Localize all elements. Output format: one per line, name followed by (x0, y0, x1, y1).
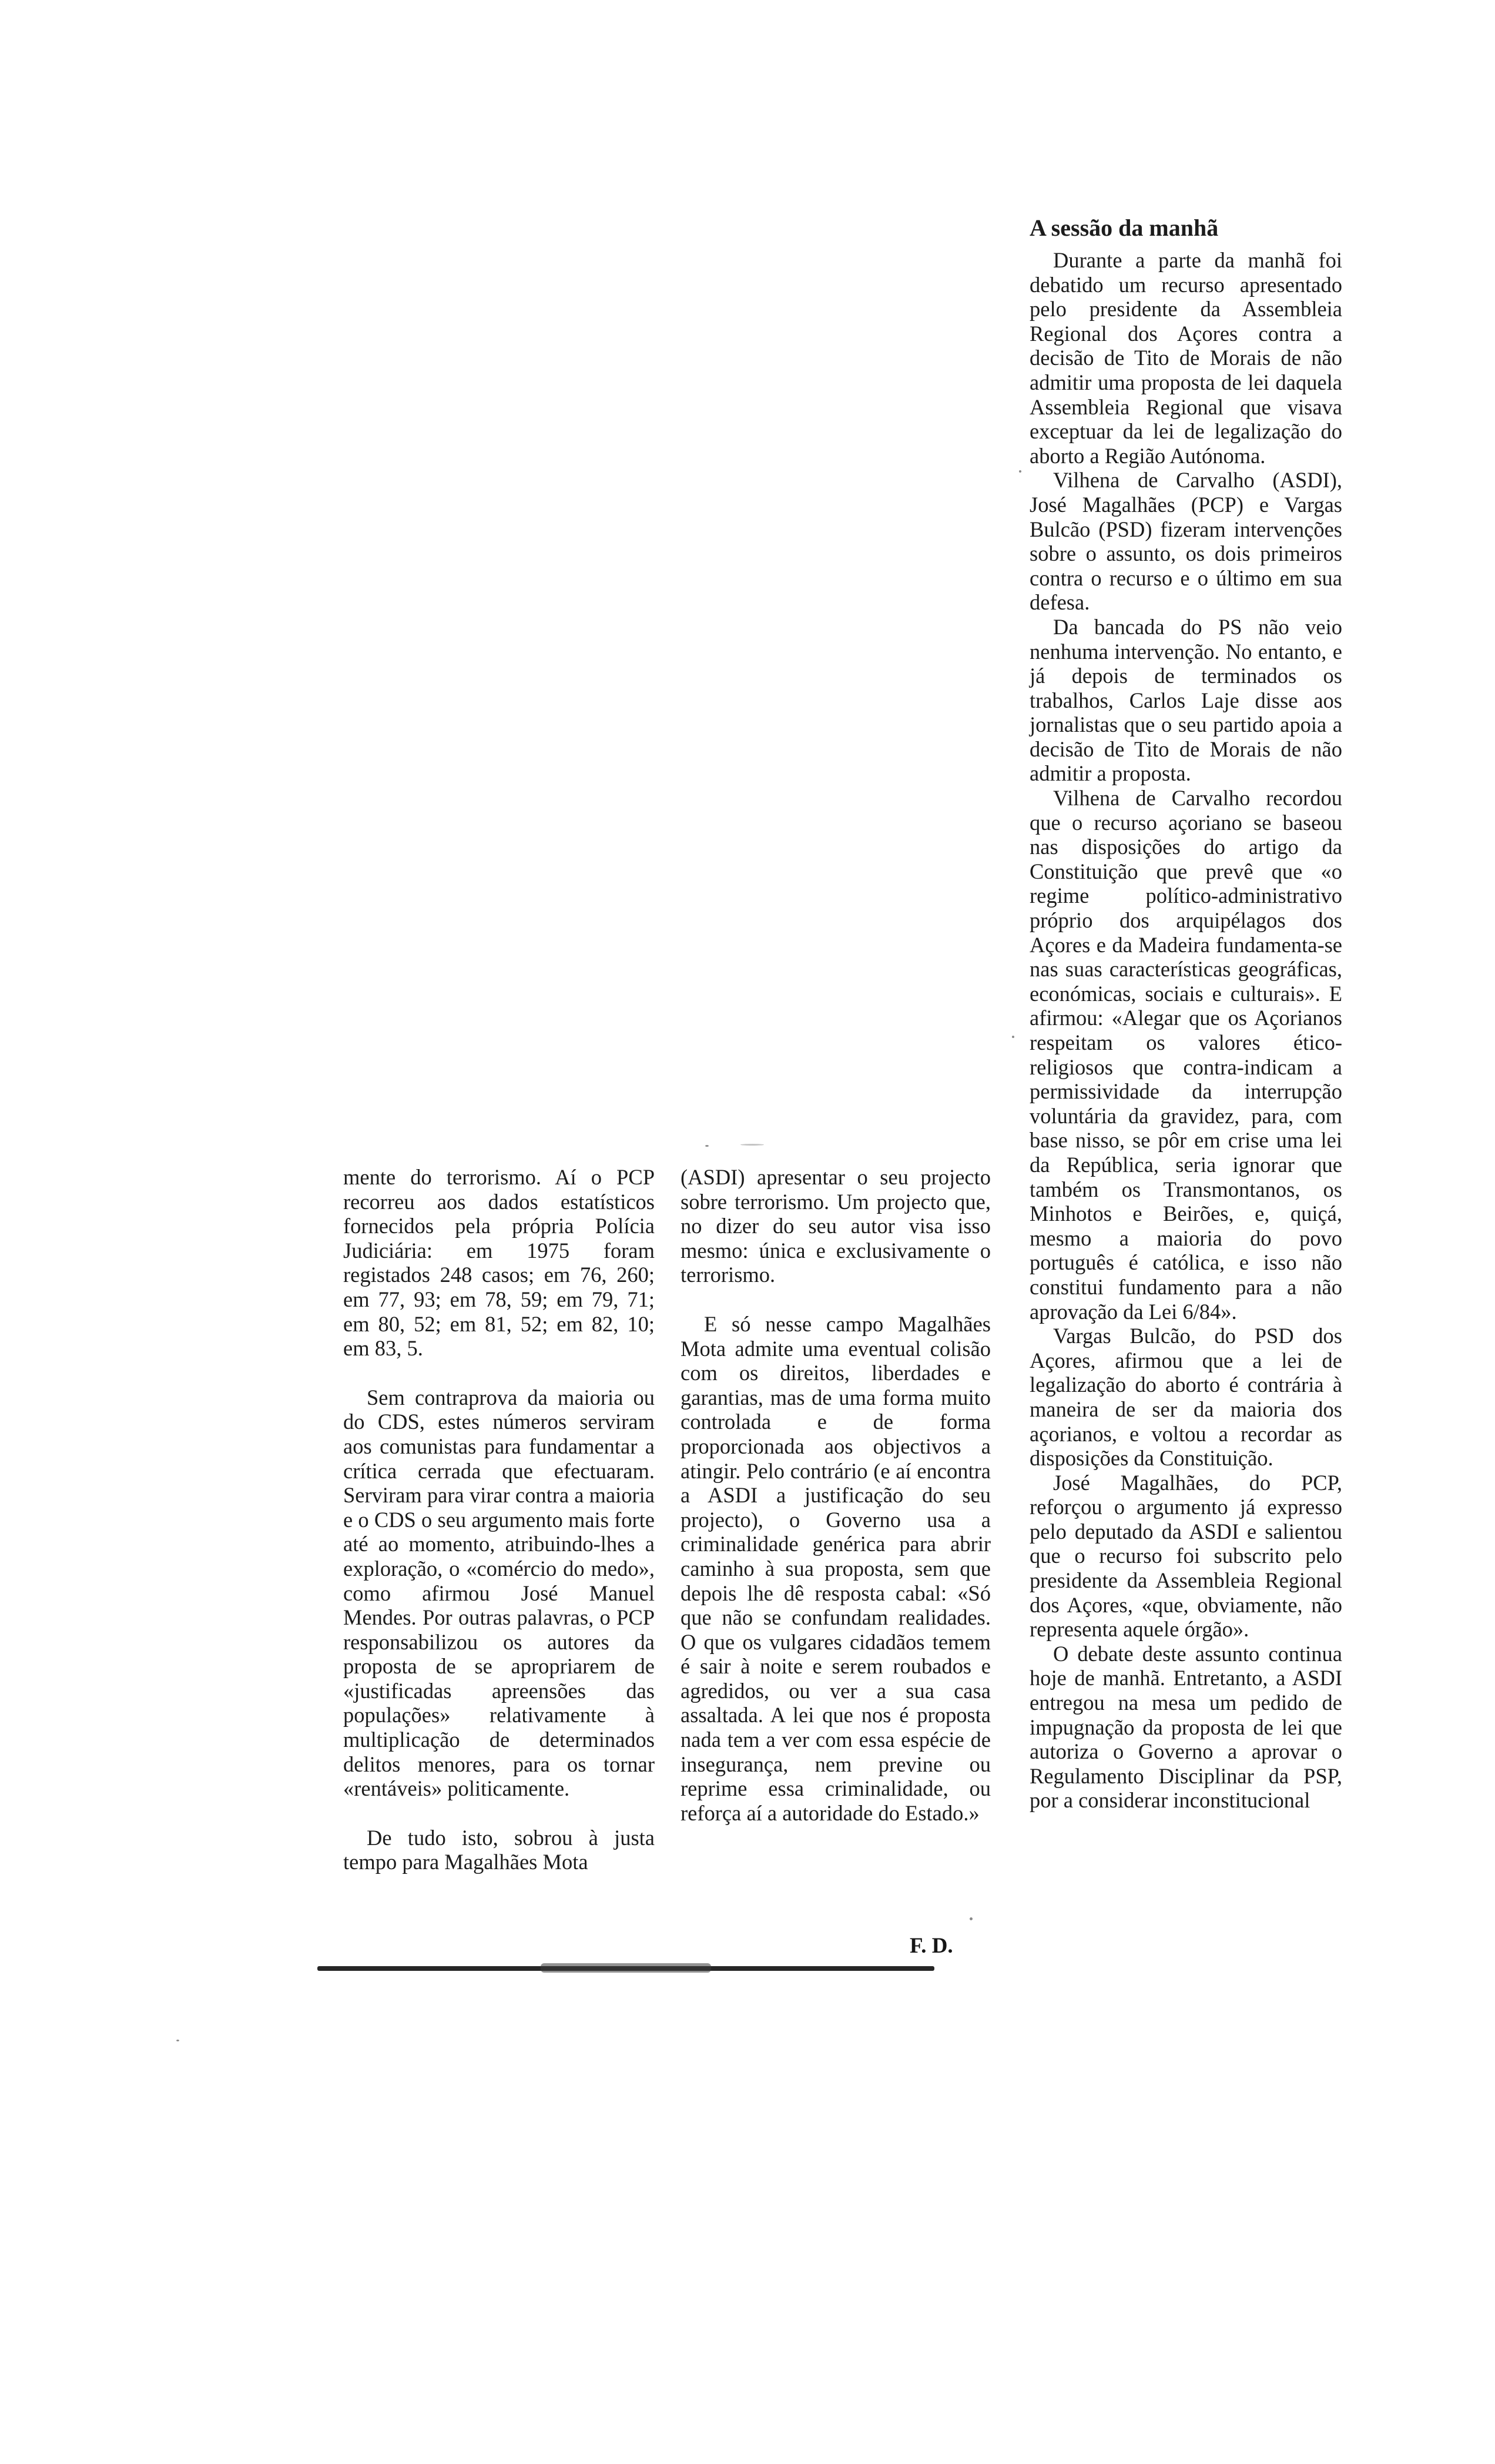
author-signature: F. D. (910, 1934, 953, 1958)
section-heading: A sessão da manhã (1030, 215, 1219, 241)
paragraph: Sem contraprova da maioria ou do CDS, estes números serviram aos comunistas para fundamentar a crítica cerrada que efectuaram. Serviram para virar contra a maioria e o CDS o seu argumento mais forte até ao momento, atribuindo-lhes a exploração, o «comércio do medo», como afirmou José Manuel Mendes. Por outras palavras, o PCP responsabilizou os autores da proposta de se apropriarem de «justificadas apreensões das populações» relativamente à multiplicação de determinados delitos menores, para os tornar «rentáveis» politicamente. (343, 1385, 655, 1801)
paragraph: (ASDI) apresentar o seu projecto sobre terrorismo. Um projecto que, no dizer do seu autor visa isso mesmo: única e exclusivamente o terrorismo. (681, 1165, 991, 1287)
paragraph: Vargas Bulcão, do PSD dos Açores, afirmou que a lei de legalização do aborto é contrária à maneira de ser da maioria dos açorianos, e voltou a recordar as disposições da Constituição. (1030, 1324, 1342, 1471)
paragraph: Vilhena de Carvalho (ASDI), José Magalhães (PCP) e Vargas Bulcão (PSD) fizeram intervenções sobre o assunto, os dois primeiros contra o recurso e o último em sua defesa. (1030, 468, 1342, 615)
paragraph: O debate deste assunto continua hoje de manhã. Entretanto, a ASDI entregou na mesa um pedido de impugnação da proposta de lei que autoriza o Governo a aprovar o Regulamento Disciplinar da PSP, por a considerar inconstitucional (1030, 1641, 1342, 1813)
scan-speck (1019, 470, 1021, 473)
paragraph: De tudo isto, sobrou à justa tempo para Magalhães Mota (343, 1825, 655, 1874)
paragraph: Durante a parte da manhã foi debatido um recurso apresentado pelo presidente da Assembleia Regional dos Açores contra a decisão de Tito de Morais de não admitir uma proposta de lei daquela Assembleia Regional que visava exceptuar da lei de legalização do aborto a Região Autónoma. (1030, 248, 1342, 468)
article-column-left (343, 1165, 655, 1874)
paragraph: Vilhena de Carvalho recordou que o recurso açoriano se baseou nas disposições do artigo da Constituição que prevê que «o regime político-administrativo próprio dos arquipélagos dos Açores e da Madeira fundamenta-se nas suas características geográficas, económicas, sociais e culturais». E afirmou: «Alegar que os Açorianos respeitam os valores ético-religiosos que contra-indicam a permissividade da interrupção voluntária da gravidez, para, com base nisso, se pôr em crise uma lei da República, seria ignorar que também os Transmontanos, os Minhotos e Beirões, e, quiçá, mesmo a maioria do povo português é católica, e isso não constitui fundamento para a não aprovação da Lei 6/84». (1030, 786, 1342, 1324)
scan-speck (705, 1145, 709, 1147)
scan-speck (1012, 1036, 1014, 1038)
article-column-middle (681, 1165, 991, 1825)
scan-speck (740, 1144, 764, 1146)
paragraph: José Magalhães, do PCP, reforçou o argumento já expresso pelo deputado da ASDI e salientou que o recurso foi subscrito pelo presidente da Assembleia Regional dos Açores, «que, obviamente, não representa aquele órgão». (1030, 1470, 1342, 1642)
paragraph: Da bancada do PS não veio nenhuma intervenção. No entanto, e já depois de terminados os trabalhos, Carlos Laje disse aos jornalistas que o seu partido apoia a decisão de Tito de Morais de não admitir a proposta. (1030, 614, 1342, 786)
scan-speck (970, 1917, 973, 1920)
paragraph: mente do terrorismo. Aí o PCP recorreu aos dados estatísticos fornecidos pela própria Polícia Judiciária: em 1975 foram registados 248 casos; em 76, 260; em 77, 93; em 78, 59; em 79, 71; em 80, 52; em 81, 52; em 82, 10; em 83, 5. (343, 1165, 655, 1361)
article-column-right (1030, 214, 1342, 1813)
print-smudge (541, 1963, 711, 1973)
paragraph: E só nesse campo Magalhães Mota admite uma eventual colisão com os direitos, liberdades e garantias, mas de uma forma muito controlada e de forma proporcionada aos objectivos a atingir. Pelo contrário (e aí encontra a ASDI a justificação do seu projecto), o Governo usa a criminalidade genérica para abrir caminho à sua proposta, sem que depois lhe dê resposta cabal: «Só que não se confundam realidades. O que os vulgares cidadãos temem é sair à noite e serem roubados e agredidos, ou ver a sua casa assaltada. A lei que nos é proposta nada tem a ver com essa espécie de insegurança, nem previne ou reprime essa criminalidade, ou reforça aí a autoridade do Estado.» (681, 1311, 991, 1825)
scan-speck (176, 2040, 179, 2041)
